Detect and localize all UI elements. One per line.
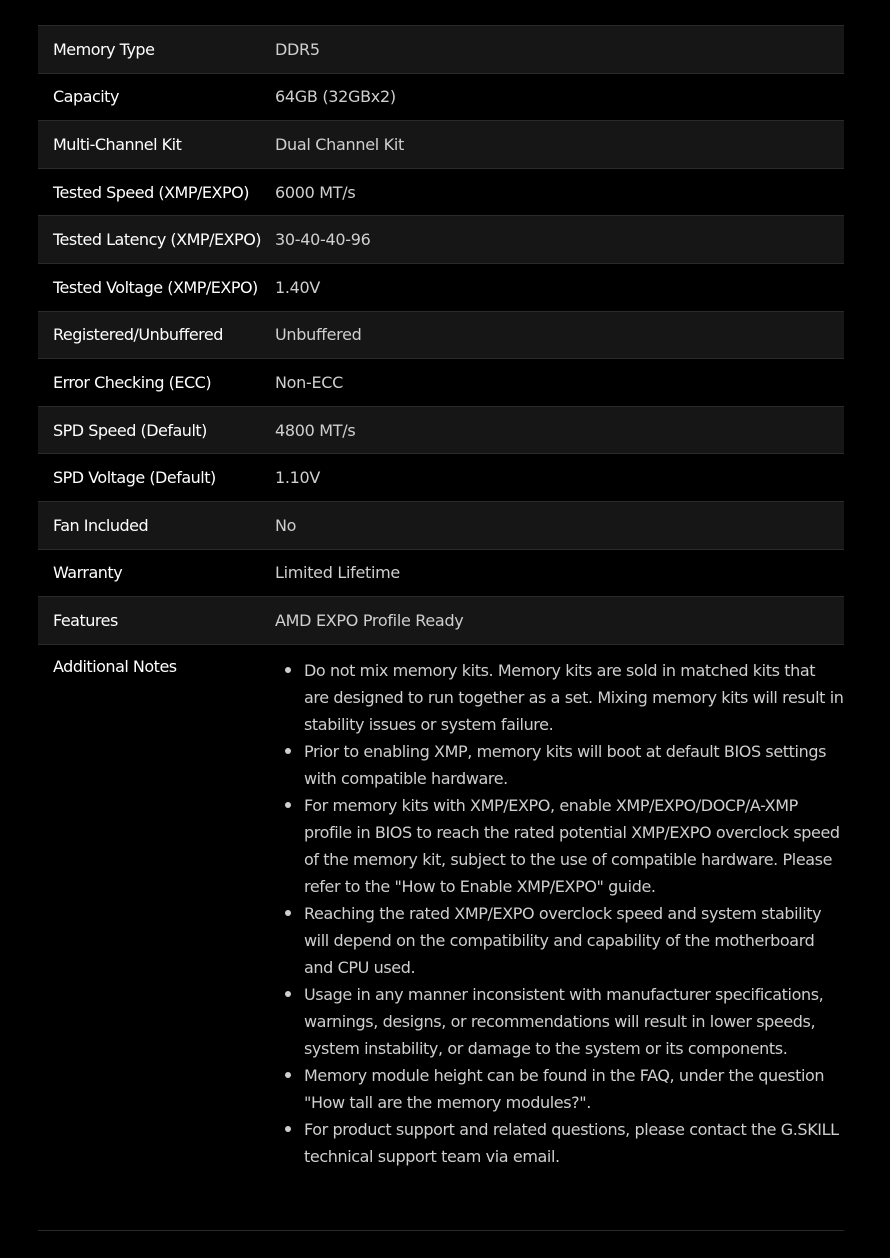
spec-value: Non-ECC bbox=[275, 372, 344, 392]
spec-row-error-checking bbox=[38, 359, 844, 407]
notes-label: Additional Notes bbox=[53, 656, 177, 676]
note-text: Memory module height can be found in the FAQ, under the question "How tall are the memory modules?". bbox=[304, 1065, 825, 1112]
spec-value: No bbox=[275, 515, 297, 535]
note-text: For memory kits with XMP/EXPO, enable XMP/EXPO/DOCP/A-XMP profile in BIOS to reach the rated potential XMP/EXPO overclock speed of the memory kit, subject to the use of compatible hardware. Please refer to the "How to Enable XMP/EXPO" guide. bbox=[304, 795, 840, 896]
bullet-icon bbox=[285, 1072, 291, 1078]
bullet-icon bbox=[285, 991, 291, 997]
note-item bbox=[304, 792, 844, 900]
spec-label: Fan Included bbox=[53, 515, 149, 535]
spec-label: Tested Speed (XMP/EXPO) bbox=[53, 182, 249, 202]
spec-value: 4800 MT/s bbox=[275, 420, 356, 440]
note-item bbox=[304, 738, 844, 792]
spec-label: SPD Voltage (Default) bbox=[53, 468, 216, 488]
note-text: For product support and related questions, please contact the G.SKILL technical support team via email. bbox=[304, 1119, 839, 1166]
spec-label: SPD Speed (Default) bbox=[53, 420, 207, 440]
spec-label: Features bbox=[53, 610, 118, 630]
spec-value: Unbuffered bbox=[275, 325, 362, 345]
spec-row-features bbox=[38, 597, 844, 645]
spec-value: AMD EXPO Profile Ready bbox=[275, 610, 464, 630]
spec-label: Capacity bbox=[53, 87, 119, 107]
spec-label: Tested Voltage (XMP/EXPO) bbox=[53, 277, 258, 297]
spec-label: Warranty bbox=[53, 563, 123, 583]
note-item bbox=[304, 1116, 844, 1170]
bullet-icon bbox=[285, 748, 291, 754]
note-item bbox=[304, 1062, 844, 1116]
spec-label: Memory Type bbox=[53, 39, 155, 59]
note-text: Do not mix memory kits. Memory kits are sold in matched kits that are designed to run together as a set. Mixing memory kits will result in stability issues or system failure. bbox=[304, 660, 844, 734]
spec-value: 6000 MT/s bbox=[275, 182, 356, 202]
bullet-icon bbox=[285, 1126, 291, 1132]
spec-value: 1.10V bbox=[275, 468, 321, 488]
note-item bbox=[304, 900, 844, 981]
note-item bbox=[304, 981, 844, 1062]
spec-value: 30-40-40-96 bbox=[275, 230, 371, 250]
note-text: Usage in any manner inconsistent with manufacturer specifications, warnings, designs, or recommendations will result in lower speeds, system instability, or damage to the system or its components. bbox=[304, 984, 824, 1058]
bullet-icon bbox=[285, 667, 291, 673]
spec-row-memory-type bbox=[38, 26, 844, 74]
spec-row-registered-unbuffered bbox=[38, 312, 844, 360]
spec-row-tested-latency bbox=[38, 216, 844, 264]
spec-table bbox=[38, 25, 844, 1231]
spec-row-spd-speed bbox=[38, 407, 844, 455]
spec-row-tested-speed bbox=[38, 169, 844, 217]
spec-label: Tested Latency (XMP/EXPO) bbox=[53, 230, 262, 250]
spec-label: Error Checking (ECC) bbox=[53, 372, 212, 392]
note-item bbox=[304, 657, 844, 738]
spec-label: Registered/Unbuffered bbox=[53, 325, 223, 345]
spec-value: 64GB (32GBx2) bbox=[275, 87, 396, 107]
bullet-icon bbox=[285, 910, 291, 916]
spec-row-capacity bbox=[38, 74, 844, 122]
spec-value: 1.40V bbox=[275, 277, 321, 297]
note-text: Reaching the rated XMP/EXPO overclock speed and system stability will depend on the compatibility and capability of the motherboard and CPU used. bbox=[304, 903, 822, 977]
bullet-icon bbox=[285, 802, 291, 808]
spec-value: Dual Channel Kit bbox=[275, 134, 404, 154]
spec-row-additional-notes bbox=[38, 645, 844, 1231]
notes-list bbox=[275, 657, 844, 1170]
spec-row-warranty bbox=[38, 550, 844, 598]
note-text: Prior to enabling XMP, memory kits will boot at default BIOS settings with compatible hardware. bbox=[304, 741, 827, 788]
spec-row-fan-included bbox=[38, 502, 844, 550]
spec-label: Multi-Channel Kit bbox=[53, 134, 182, 154]
spec-row-tested-voltage bbox=[38, 264, 844, 312]
spec-row-spd-voltage bbox=[38, 454, 844, 502]
spec-row-multi-channel-kit bbox=[38, 121, 844, 169]
spec-value: DDR5 bbox=[275, 39, 320, 59]
spec-value: Limited Lifetime bbox=[275, 563, 400, 583]
